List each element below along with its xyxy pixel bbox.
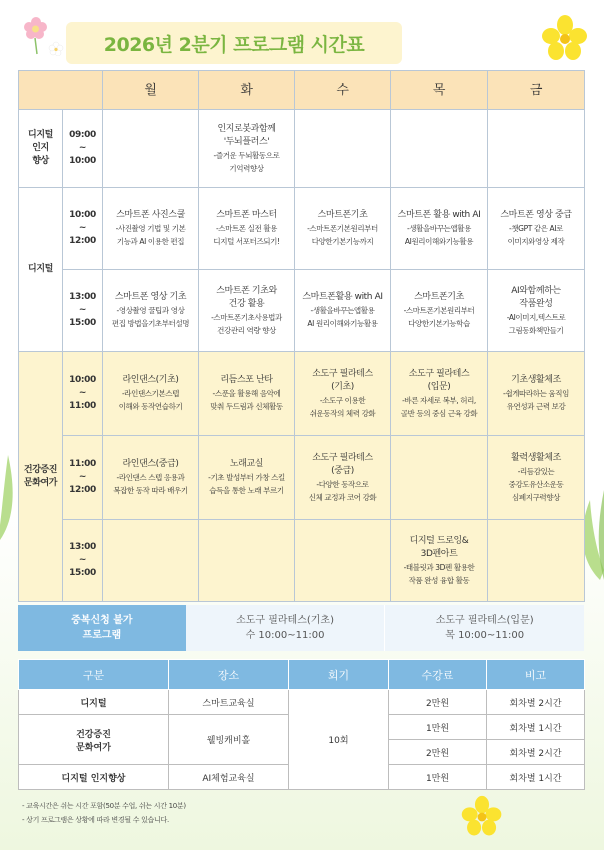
time-label: 13:00 ~ 15:00 — [63, 270, 103, 352]
fee-cell: 2만원 — [389, 740, 487, 765]
title-banner — [66, 22, 402, 64]
column-header: 수강료 — [389, 660, 487, 690]
info-table — [18, 659, 585, 790]
table-row — [19, 436, 585, 520]
program-title: 인지로봇과함께 '두뇌플러스' — [217, 123, 276, 147]
page-title: 2026년 2분기 프로그램 시간표 — [103, 33, 365, 56]
program-cell — [103, 270, 199, 352]
program-desc: -쉽게따라하는 움직임 유연성과 근력 보강 — [503, 389, 569, 411]
program-cell — [103, 352, 199, 436]
column-header: 비고 — [487, 660, 585, 690]
program-cell — [295, 436, 391, 520]
program-title: 리듬스포 난타 — [220, 375, 273, 385]
program-cell — [295, 188, 391, 270]
fee-cell: 1만원 — [389, 715, 487, 740]
program-cell — [199, 110, 295, 188]
column-header: 장소 — [169, 660, 289, 690]
program-title: 스마트폰 영상 중급 — [500, 210, 572, 220]
notice-item-time: 수 10:00~11:00 — [245, 630, 325, 641]
day-header: 목 — [391, 71, 488, 110]
program-desc: -라인댄스 스텝 응용과 복잡한 동작 따라 배우기 — [113, 473, 188, 495]
footnote: - 상기 프로그램은 상황에 따라 변경될 수 있습니다. — [22, 816, 169, 824]
program-cell — [488, 270, 585, 352]
program-desc: -스마트폰기본원리부터 다양한기본기능학습 — [403, 306, 475, 328]
fee-cell: 2만원 — [389, 690, 487, 715]
program-desc: -다양한 동작으로 신체 교정과 코어 강화 — [308, 479, 377, 502]
empty-cell — [391, 436, 488, 520]
program-title: 소도구 필라테스 (중급) — [312, 452, 373, 476]
empty-cell — [488, 520, 585, 602]
category-cell: 디지털 인지향상 — [19, 765, 169, 790]
program-title: 디지털 드로잉& 3D펜아트 — [409, 535, 469, 559]
program-desc: -생활을바꾸는앱활용 AI원리이해와기능활용 — [404, 224, 474, 246]
note-cell: 회차별 1시간 — [487, 715, 585, 740]
notice-item-title: 소도구 필라테스(입문) — [435, 615, 534, 626]
schedule-table — [18, 70, 585, 602]
table-row — [19, 188, 585, 270]
corner-cell — [19, 71, 103, 110]
time-label: 10:00 ~ 12:00 — [63, 188, 103, 270]
program-desc: -즐거운 두뇌활동으로 기억력향상 — [213, 150, 280, 173]
place-cell: AI체험교육실 — [169, 765, 289, 790]
program-cell — [199, 352, 295, 436]
footnote: - 교육시간은 쉬는 시간 포함(50분 수업, 쉬는 시간 10분) — [22, 802, 186, 810]
program-title: 스마트폰 마스터 — [216, 210, 277, 220]
empty-cell — [103, 110, 199, 188]
program-cell — [103, 188, 199, 270]
program-cell — [391, 352, 488, 436]
yellow-flower-icon — [540, 14, 590, 64]
duplicate-notice-bar — [18, 605, 584, 651]
program-cell — [295, 352, 391, 436]
day-header: 금 — [488, 71, 585, 110]
fee-cell: 1만원 — [389, 765, 487, 790]
time-label: 11:00 ~ 12:00 — [63, 436, 103, 520]
program-title: 스마트폰 기초와 건강 활용 — [216, 285, 277, 309]
empty-cell — [103, 520, 199, 602]
yellow-flower-icon-bottom — [460, 795, 504, 839]
program-cell — [488, 352, 585, 436]
program-desc: -사진촬영 기법 및 기본 기능과 AI 이용한 편집 — [115, 224, 186, 246]
table-row — [19, 352, 585, 436]
program-title: 라인댄스(기초) — [122, 375, 179, 385]
footnotes — [22, 799, 186, 827]
program-desc: -라인댄스기본스텝 이해와 동작연습하기 — [118, 389, 183, 411]
program-cell — [199, 436, 295, 520]
sessions-cell: 10회 — [289, 690, 389, 790]
program-cell — [199, 188, 295, 270]
program-desc: -AI이미지,텍스트로 그림동화책만들기 — [506, 312, 566, 335]
time-label: 09:00 ~ 10:00 — [63, 110, 103, 188]
day-header: 수 — [295, 71, 391, 110]
notice-label — [18, 605, 186, 651]
program-cell — [391, 270, 488, 352]
program-title: 소도구 필라테스 (기초) — [312, 368, 373, 392]
program-cell — [103, 436, 199, 520]
program-cell — [488, 436, 585, 520]
program-cell — [488, 188, 585, 270]
column-header: 회기 — [289, 660, 389, 690]
pink-flower-icon — [20, 14, 66, 56]
program-cell — [391, 520, 488, 602]
program-desc: -스푼을 활용해 음악에 맞춰 두드림과 신체활동 — [210, 389, 283, 411]
group-label: 건강증진 문화여가 — [19, 352, 63, 602]
place-cell: 웰빙캐비홀 — [169, 715, 289, 765]
program-title: 활력생활체조 — [511, 452, 561, 463]
day-header: 월 — [103, 71, 199, 110]
place-cell: 스마트교육실 — [169, 690, 289, 715]
program-title: 스마트폰기초 — [414, 292, 464, 302]
empty-cell — [391, 110, 488, 188]
table-row — [19, 110, 585, 188]
day-header: 화 — [199, 71, 295, 110]
table-row — [19, 270, 585, 352]
program-title: 소도구 필라테스 (입문) — [408, 368, 470, 392]
note-cell: 회차별 2시간 — [487, 690, 585, 715]
program-desc: -리듬감있는 중강도유산소운동 심폐지구력향상 — [508, 466, 564, 502]
program-desc: -태블릿과 3D펜 활용한 작품 완성 융합 활동 — [403, 562, 475, 585]
program-title: 스마트폰 영상 기초 — [114, 292, 187, 302]
note-cell: 회차별 2시간 — [487, 740, 585, 765]
category-cell: 건강증진 문화여가 — [19, 715, 169, 765]
notice-item-title: 소도구 필라테스(기초) — [236, 615, 334, 626]
note-cell: 회차별 1시간 — [487, 765, 585, 790]
program-title: 스마트폰 활용 with AI — [397, 210, 481, 220]
program-title: 라인댄스(중급) — [122, 459, 179, 469]
time-label: 10:00 ~ 11:00 — [63, 352, 103, 436]
schedule-header-row — [19, 71, 585, 110]
time-label: 13:00 ~ 15:00 — [63, 520, 103, 602]
program-title: 스마트폰활용 with AI — [302, 292, 383, 302]
group-label: 디지털 인지 향상 — [19, 110, 63, 188]
program-title: 노래교실 — [229, 459, 264, 469]
notice-item-time: 목 10:00~11:00 — [445, 630, 525, 641]
notice-item — [385, 605, 584, 651]
program-desc: -챗GPT 같은 AI로 이미지와영상 제작 — [507, 224, 565, 246]
column-header: 구분 — [19, 660, 169, 690]
table-row — [19, 520, 585, 602]
table-row — [19, 690, 585, 715]
program-desc: -바른 자세로 복부, 허리, 골반 등의 중심 근육 강화 — [400, 395, 478, 418]
program-desc: -영상촬영 꿀팁과 영상 편집 방법을기초부터설명 — [111, 306, 190, 328]
notice-label-text: 중복신청 불가 프로그램 — [71, 615, 133, 641]
program-desc: -기초 발성부터 가창 스킬 습득을 통한 노래 부르기 — [208, 473, 285, 495]
notice-item — [186, 605, 386, 651]
empty-cell — [295, 520, 391, 602]
program-desc: -스마트폰기초사용법과 건강관리 역량 향상 — [211, 312, 282, 335]
program-desc: -스마트폰기본원리부터 다양한기본기능까지 — [307, 224, 378, 246]
group-label: 디지털 — [19, 188, 63, 352]
program-cell — [295, 270, 391, 352]
category-cell: 디지털 — [19, 690, 169, 715]
empty-cell — [488, 110, 585, 188]
program-title: 스마트폰기초 — [317, 210, 368, 220]
empty-cell — [199, 520, 295, 602]
program-title: 기초생활체조 — [511, 375, 561, 385]
info-header-row — [19, 660, 585, 690]
program-title: AI와함께하는 작품완성 — [511, 285, 561, 309]
program-desc: -생활을바꾸는앱활용 AI 원리이해와기능활용 — [307, 306, 378, 328]
program-desc: -스마트폰 실전 활용 디지털 서포터즈되기! — [213, 224, 280, 246]
program-cell — [199, 270, 295, 352]
program-cell — [391, 188, 488, 270]
program-desc: -소도구 이용한 쉬운동작의 체력 강화 — [309, 395, 376, 418]
program-title: 스마트폰 사진스쿨 — [116, 210, 185, 220]
empty-cell — [295, 110, 391, 188]
